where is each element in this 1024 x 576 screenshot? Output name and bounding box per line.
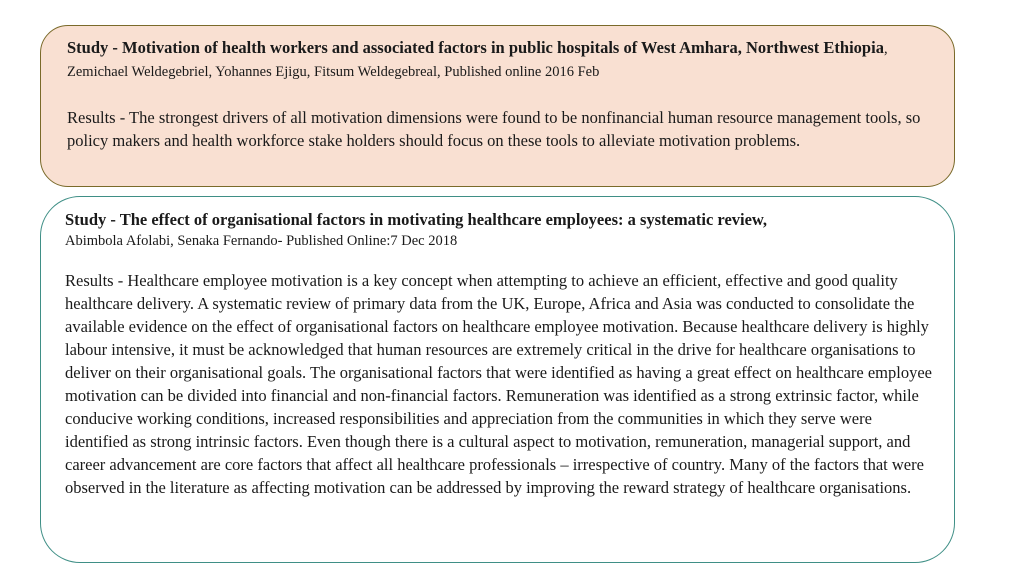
study-card-systematic-review	[40, 196, 955, 563]
study-authors: Abimbola Afolabi, Senaka Fernando- Published Online:7 Dec 2018	[65, 233, 458, 249]
study-heading	[67, 37, 934, 83]
study-title: Study - Motivation of health workers and associated factors in public hospitals of West Amhara, Northwest Ethiopia	[67, 38, 884, 57]
study-title: Study - The effect of organisational factors in motivating healthcare employees: a systematic review,	[65, 210, 768, 229]
study-heading	[65, 209, 934, 231]
study-results: Results - Healthcare employee motivation is a key concept when attempting to achieve an efficient, effective and good quality healthcare delivery. A systematic review of primary data from the UK, Europe, Africa and Asia was conducted to consolidate the available evidence on the effect of organisational factors on healthcare employee motivation. Because healthcare delivery is highly labour intensive, it must be acknowledged that human resources are extremely critical in the drive for healthcare organisations to deliver on their organisational goals. The organisational factors that were identified as having a great effect on healthcare employee motivation can be divided into financial and non-financial factors. Remuneration was identified as a strong extrinsic factor, while conducive working conditions, increased responsibilities and appreciation from the communities in which they serve were identified as strong intrinsic factors. Even though there is a cultural aspect to motivation, remuneration, managerial support, and career advancement are core factors that affect all healthcare professionals – irrespective of country. Many of the factors that were observed in the literature as affecting motivation can be addressed by improving the reward strategy of healthcare organisations.	[65, 271, 932, 497]
study-results: Results - The strongest drivers of all motivation dimensions were found to be nonfinancial human resource management tools, so policy makers and health workforce stake holders should focus on these tools to alleviate motivation problems.	[67, 108, 921, 150]
study-card-ethiopia	[40, 25, 955, 187]
study-authors: , Zemichael Weldegebriel, Yohannes Ejigu, Fitsum Weldegebreal, Published online 2016 Feb	[67, 41, 888, 80]
